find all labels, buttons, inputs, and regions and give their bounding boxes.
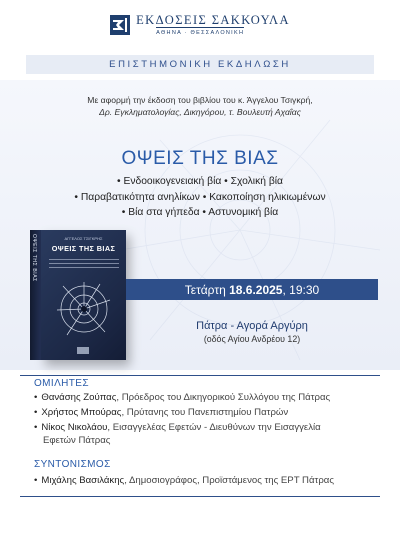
book-publisher-logo [77, 347, 89, 354]
speaker-role-continued: Εφετών Πάτρας [43, 434, 111, 446]
coordinator-heading: ΣΥΝΤΟΝΙΣΜΟΣ [34, 459, 111, 470]
book-cover [41, 230, 126, 360]
speaker-role: , Πρύτανης του Πανεπιστημίου Πατρών [121, 407, 289, 418]
event-day: Τετάρτη [184, 282, 226, 297]
book-spine-title: ΟΨΕΙΣ ΤΗΣ ΒΙΑΣ [31, 234, 37, 282]
publisher-logo-icon [110, 15, 130, 35]
speaker-name: Χρήστος Μπούρας [41, 407, 122, 418]
speakers-heading: ΟΜΙΛΗΤΕΣ [34, 378, 89, 389]
event-venue: Πάτρα - Αγορά Αργύρη [196, 320, 308, 332]
event-type-label: ΕΠΙΣΤΗΜΟΝΙΚΗ ΕΚΔΗΛΩΣΗ [109, 59, 291, 70]
topic-row-3: • Βία στα γήπεδα • Αστυνομική βία [121, 207, 279, 218]
publisher-header [0, 0, 400, 50]
event-date: 18.6.2025 [229, 282, 283, 297]
event-title: ΟΨΕΙΣ ΤΗΣ ΒΙΑΣ [121, 148, 279, 169]
event-time: , 19:30 [282, 282, 320, 297]
topic-row-2: • Παραβατικότητα ανηλίκων • Κακοποίηση ηλικιωμένων [74, 191, 326, 203]
book-subtitle-lines [49, 256, 119, 271]
book-title: ΟΨΕΙΣ ΤΗΣ ΒΙΑΣ [51, 244, 116, 253]
publisher-name: ΕΚΔΟΣΕΙΣ ΣΑΚΚΟΥΛΑ [136, 12, 290, 27]
speakers-top-rule [20, 375, 380, 376]
speaker-item: • Νίκος Νικολάου, Εισαγγελέας Εφετών - Διευθύνων την Εισαγγελία Εφετών Πάτρας [34, 422, 321, 446]
publisher-wordmark [136, 14, 290, 37]
speaker-name: Νίκος Νικολάου [41, 422, 108, 433]
intro-text [0, 94, 400, 118]
speakers-bottom-rule [20, 496, 380, 497]
event-address: (οδός Αγίου Ανδρέου 12) [203, 334, 301, 344]
coordinator-role: , Δημοσιογράφος, Προϊστάμενος της ΕΡΤ Πάτρας [124, 475, 334, 486]
book-author: ΑΓΓΕΛΟΣ ΤΣΙΓΚΡΗΣ [64, 236, 103, 241]
publisher-cities: ΑΘΗΝΑ · ΘΕΣΣΑΛΟΝΙΚΗ [156, 27, 244, 37]
speaker-role: , Εισαγγελέας Εφετών - Διευθύνων την Εισαγγελία [107, 422, 321, 433]
topic-row-1: • Ενδοοικογενειακή βία • Σχολική βία [116, 176, 283, 187]
topic-list [0, 174, 400, 221]
speaker-item: • Θανάσης Ζούπας, Πρόεδρος του Δικηγορικού Συλλόγου της Πάτρας [34, 392, 331, 403]
intro-line-1: Με αφορμή την έκδοση του βιβλίου του κ. Άγγελου Τσιγκρή, [87, 95, 313, 105]
coordinator-item: • Μιχάλης Βασιλάκης, Δημοσιογράφος, Προϊστάμενος της ΕΡΤ Πάτρας [34, 475, 334, 486]
intro-line-2: Δρ. Εγκληματολογίας, Δικηγόρου, τ. Βουλευτή Αχαΐας [99, 107, 301, 117]
date-banner [126, 279, 378, 300]
shattered-glass-icon [55, 280, 113, 338]
event-type-bar [26, 55, 374, 74]
speaker-item: • Χρήστος Μπούρας, Πρύτανης του Πανεπιστημίου Πατρών [34, 407, 289, 418]
speaker-role: , Πρόεδρος του Δικηγορικού Συλλόγου της Πάτρας [116, 392, 331, 403]
coordinator-name: Μιχάλης Βασιλάκης [41, 475, 125, 486]
speaker-name: Θανάσης Ζούπας [41, 392, 117, 403]
